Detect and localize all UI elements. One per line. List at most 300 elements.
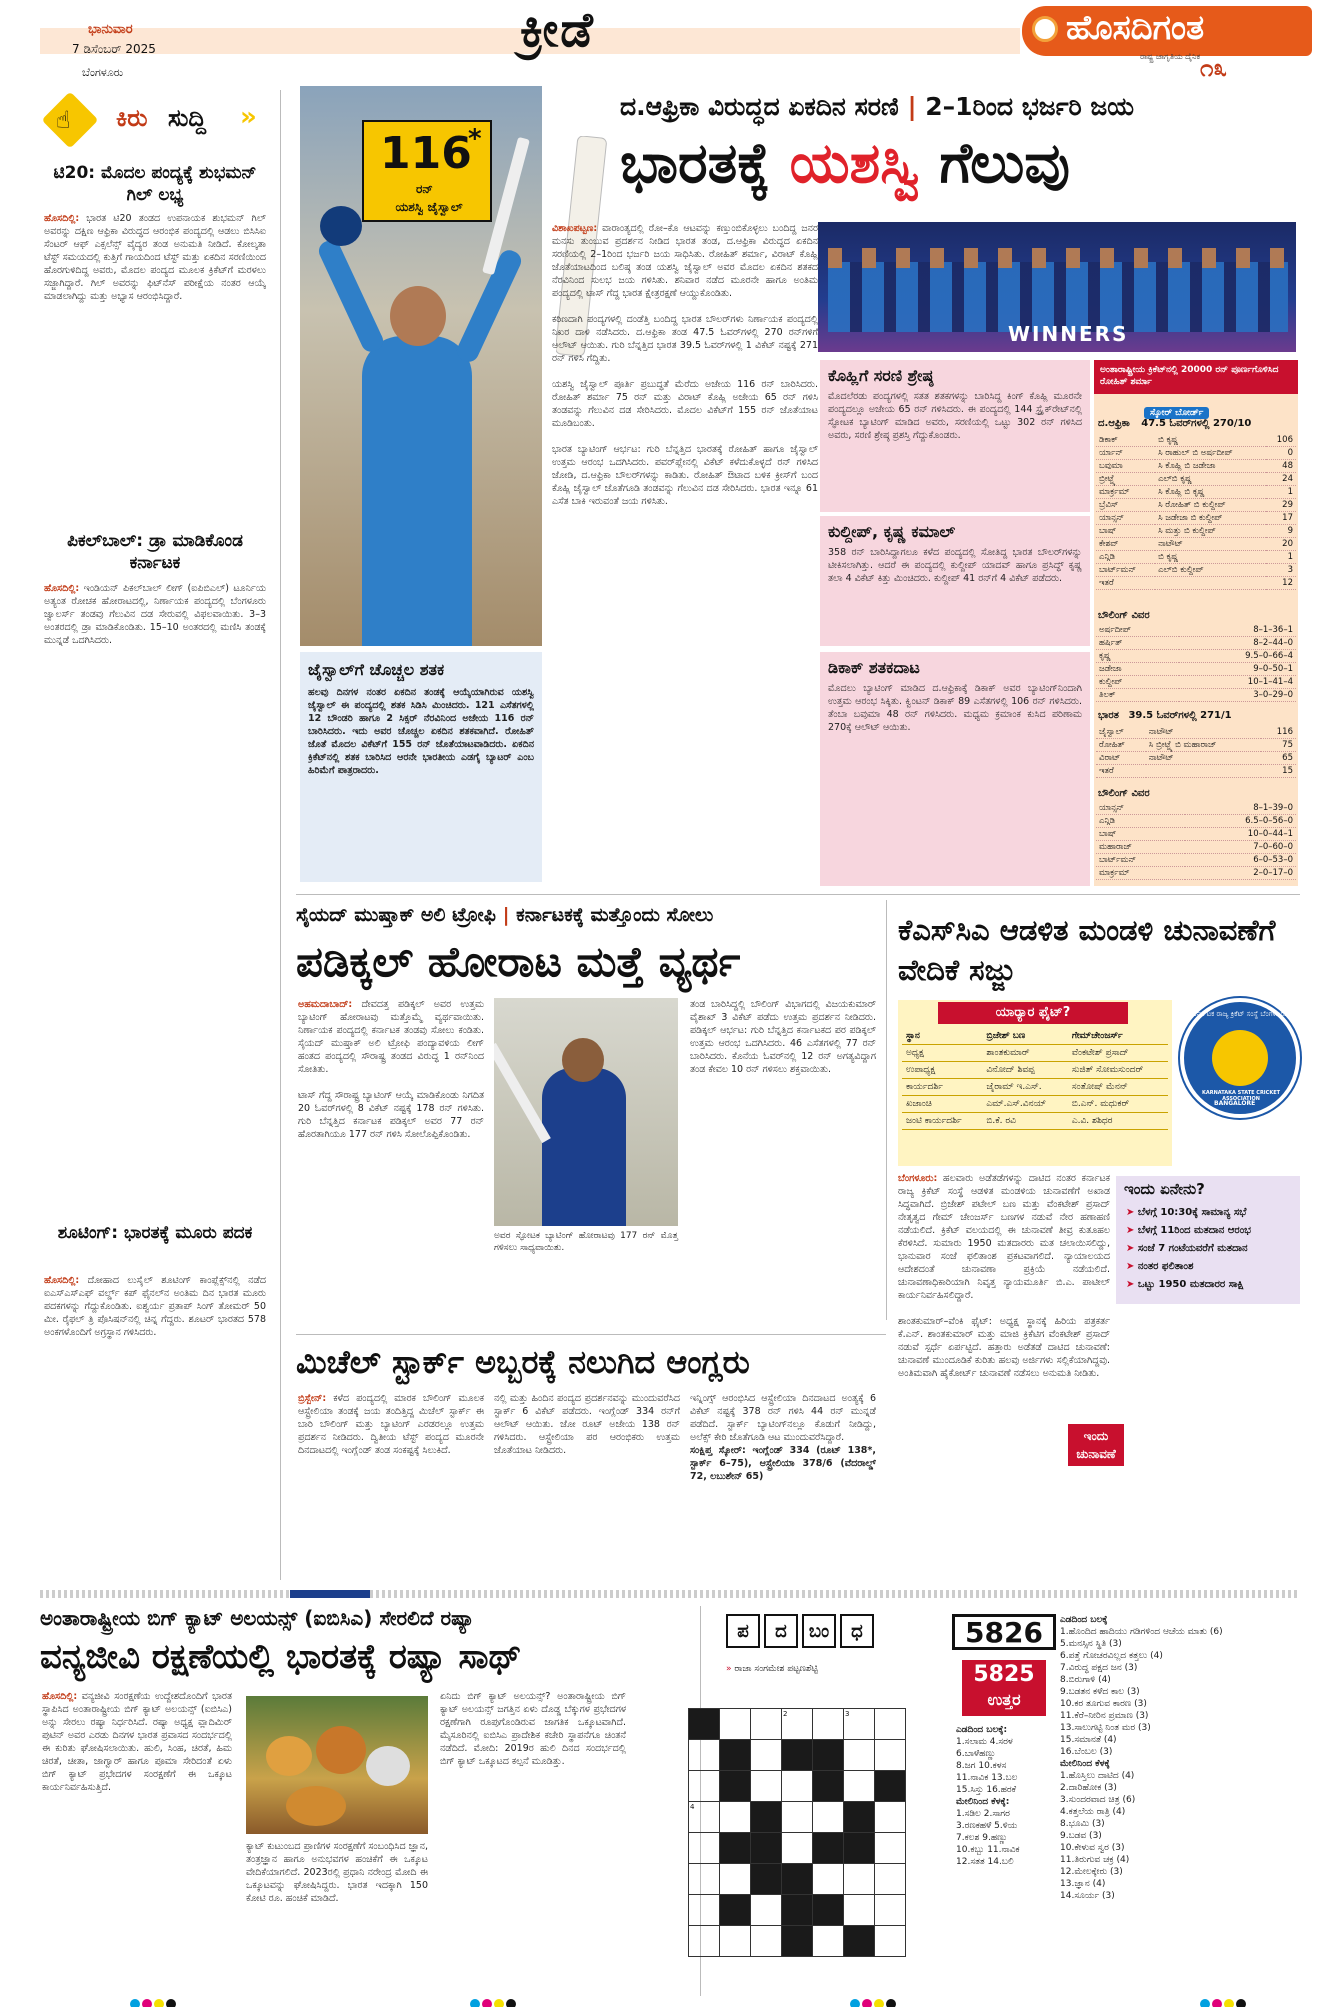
padikkal-headline: ಪಡಿಕ್ಕಲ್ ಹೋರಾಟ ಮತ್ತೆ ವ್ಯರ್ಥ [296,937,741,986]
ksca-table-row-cell: ಜೈರಾಮ್ ಇ.ಎಸ್. [982,1079,1068,1096]
starc-body-3: ಇನ್ನಿಂಗ್ಸ್ ಆರಂಭಿಸಿದ ಆಸ್ಟ್ರೇಲಿಯಾ ದಿನದಾಟದ ಅಂತ್ಯಕ್ಕೆ 6 ವಿಕೆಟ್ ನಷ್ಟಕ್ಕೆ 378 ರನ್ ಗಳಿಸಿ 44 ರನ್ ಮುನ್ನಡೆ ಪಡೆದಿದೆ. ಸ್ಟಾರ್ಕ್ ಬ್ಯಾಟಿಂಗ್‌ನಲ್ಲೂ ಕೊಡುಗೆ ನೀಡಿದ್ದು, ಅಲೆಕ್ಸ್ ಕೇರಿ ಜೊತೆಗೂಡಿ ಆಟ ಮುಂದುವರೆಸಿದ್ದಾರೆ. [690,1393,876,1443]
crossword-cell[interactable]: 4 [689,1802,720,1833]
sa-team: ದ.ಆಫ್ರಿಕಾ [1098,418,1130,429]
divider [296,894,1300,895]
print-marks [1200,1994,1248,2007]
ksca-table-row-cell: ಕಾರ್ಯದರ್ಶಿ [902,1079,982,1096]
across-clue: 11.ಕೆರೆ–ನೀರಿನ ಪ್ರಮಾಣ (3) [1060,1711,1149,1721]
ksca-table-row-cell: ವೆಂಕಟೇಶ್ ಪ್ರಸಾದ್ [1068,1045,1168,1062]
prev-answer-item: 12.ಸತತ 14.ಬಲಿ [956,1857,1014,1867]
side-box-dekock [820,652,1090,886]
down-clue: 12.ಮೇಲಕ್ಕೇರು (3) [1060,1867,1123,1877]
print-marks [130,1994,178,2007]
ksca-today-item: ➤ ಸಂಜೆ 7 ಗಂಟೆಯವರೆಗೆ ಮತದಾನ [1126,1243,1248,1254]
bca-headline-a: ಅಂತಾರಾಷ್ಟ್ರೀಯ ಬಿಗ್ ಕ್ಯಾಟ್ ಅಲಯನ್ಸ್ (ಐಬಿಸಿಎ) ಸೇರಲಿದೆ ರಷ್ಯಾ [40,1606,475,1630]
kirusuddi-label-a: ಕಿರು [116,104,148,132]
sa-batting-row-cell: ಬವುಮಾ [1096,460,1155,473]
ksca-body [898,1172,1110,1592]
down-clue: 13.ಜ್ಞಾನ (4) [1060,1879,1106,1889]
crossword-cell[interactable] [689,1864,720,1895]
crossword-author [726,1664,818,1674]
score-player: ಯಶಸ್ವಿ ಜೈಸ್ವಾಲ್ [395,200,463,214]
sa-bowling-row-cell: ಜಡೇಜಾ [1096,663,1179,676]
ksca-headline: ಕೆಎಸ್‌ಸಿಎ ಆಡಳಿತ ಮಂಡಳಿ ಚುನಾವಣೆಗೆ ವೇದಿಕೆ ಸಜ್ಜು [898,913,1276,987]
lead-body-col-1 [552,222,818,882]
crossword-prev [962,1660,1046,1716]
down-list [1060,1770,1300,1902]
crossword-cell[interactable] [689,1740,720,1771]
sa-batting-row-cell: 48 [1266,460,1296,473]
sa-bowling-table [1096,624,1296,702]
kiru-item-2-dateline: ಹೊಸದಿಲ್ಲಿ: [44,583,80,594]
ksca-table-box [898,1000,1172,1166]
ksca-today-item: ➤ ಒಟ್ಟು 1950 ಮತದಾರರ ಸಾಕ್ಷಿ [1126,1279,1244,1290]
ind-batting-row-cell: ಜೈಸ್ವಾಲ್ [1096,726,1146,739]
sa-batting-row-cell: 20 [1266,538,1296,551]
ksca-table-row [902,1113,1168,1130]
prev-left-head: ಎಡದಿಂದ ಬಲಕ್ಕೆ: [956,1725,1008,1735]
sa-batting-row [1096,551,1296,564]
crossword-cell[interactable] [751,1895,782,1926]
lead-body-3: ಯಶಸ್ವಿ ಜೈಸ್ವಾಲ್ ಪೂರ್ತಿ ಪ್ರಬುದ್ಧತೆ ಮೆರೆದು ಅಜೇಯ 116 ರನ್ ಬಾರಿಸಿದರು. ರೋಹಿತ್ ಶರ್ಮಾ 75 ರನ್ ಮತ್ತು ವಿರಾಟ್ ಕೊಹ್ಲಿ ಅಜೇಯ 65 ರನ್ ಗಳಿಸಿ ತಂಡವನ್ನು ಗೆಲುವಿನ ದಡ ಸೇರಿಸಿದರು. ಮೊದಲ ವಿಕೆಟ್‌ಗೆ 155 ರನ್ ಜೊತೆಯಾಟ ಮೂಡಿಬಂತು. [552,379,818,429]
kiru-item-3-title: ಶೂಟಿಂಗ್: ಭಾರತಕ್ಕೆ ಮೂರು ಪದಕ [57,1223,253,1243]
ind-bowling-row [1096,854,1296,867]
down-clue: 1.ಹೊಸ್ತಿಲು ದಾಟಿದ (4) [1060,1771,1135,1781]
prev-answers [956,1724,1052,1934]
hand-icon: ☝ [56,106,71,134]
prev-answer-item: 1.ಸಲಾಮ 4.ಸರಳ [956,1737,1013,1747]
crossword-row [689,1709,906,1740]
jaiswal-box [300,652,542,882]
crossword-black-cell [720,1895,751,1926]
crossword-cell[interactable] [720,1926,751,1957]
ind-batting-row-cell: ಇತರೆ [1096,765,1146,778]
clues [1060,1614,1300,1994]
crossword-cell[interactable] [875,1740,906,1771]
kirusuddi-logo [40,92,268,148]
prev-answer-item: 6.ಬಾಳೆಹಣ್ಣು [956,1749,996,1759]
crossword-black-cell [844,1833,875,1864]
ksca-body-col-2 [1130,1312,1300,1582]
crossword-row [689,1771,906,1802]
starc-col-3 [690,1392,876,1582]
crossword-cell[interactable] [875,1864,906,1895]
ksca-table-head [902,1028,1168,1045]
sa-batting-row-cell: ಸಿ ಜಡೇಜಾ ಬಿ ಕುಲ್ದೀಪ್ [1155,512,1265,525]
ind-batting-row [1096,726,1296,739]
ksca-logo-ring: ಕರ್ನಾಟಕ ರಾಜ್ಯ ಕ್ರಿಕೆಟ್ ಸಂಸ್ಥೆ ಬೆಂಗಳೂರು [1193,1010,1287,1018]
sa-batting-row [1096,499,1296,512]
sa-bowling-head: ಬೌಲಿಂಗ್ ವಿವರ [1098,610,1150,621]
crossword-row [689,1895,906,1926]
masthead-city: ಬೆಂಗಳೂರು [82,66,124,79]
ind-batting-row-cell [1146,765,1261,778]
crossword-black-cell [751,1864,782,1895]
ind-team: ಭಾರತ [1098,710,1119,721]
kiru-item-1-body [44,212,266,572]
padikkal-caption: ಅವರ ಸ್ಫೋಟಕ ಬ್ಯಾಟಿಂಗ್ ಹೋರಾಟವು 177 ರನ್ ಮೊತ್ತ ಗಳಿಸಲು ಸಾಧ್ಯವಾಯಿತು. [494,1231,678,1253]
divider [296,1334,886,1335]
crossword-cell[interactable] [813,1926,844,1957]
crossword-author-name: ರಾಜಾ ಸಂಗಮೇಶ ಪಟ್ಟಣಶೆಟ್ಟಿ [734,1664,818,1674]
sa-batting-row [1096,577,1296,590]
ind-batting-row [1096,765,1296,778]
sa-batting-row-cell: ನಾಟೌಟ್ [1155,538,1265,551]
bca-body-1: ವನ್ಯಜೀವಿ ಸಂರಕ್ಷಣೆಯ ಉದ್ದೇಶದೊಂದಿಗೆ ಭಾರತ ಸ್ಥಾಪಿಸಿದ ಅಂತಾರಾಷ್ಟ್ರೀಯ ಬಿಗ್ ಕ್ಯಾಟ್ ಅಲಯನ್ಸ್ (ಐಬಿಸಿಎ) ಅನ್ನು ಸೇರಲು ರಷ್ಯಾ ನಿರ್ಧರಿಸಿದೆ. ರಷ್ಯಾ ಅಧ್ಯಕ್ಷ ವ್ಲಾದಿಮಿರ್ ಪುಟಿನ್ ಅವರ ಎರಡು ದಿನಗಳ ಭಾರತ ಪ್ರವಾಸದ ಸಂದರ್ಭದಲ್ಲಿ ಈ ಕುರಿತು ಘೋಷಿಸಲಾಯಿತು. ಹುಲಿ, ಸಿಂಹ, ಚಿರತೆ, ಹಿಮ ಚಿರತೆ, ಚೀತಾ, ಜಾಗ್ವಾರ್ ಹಾಗೂ ಪೂಮಾ ಸೇರಿದಂತೆ ಏಳು ಬಿಗ್ ಕ್ಯಾಟ್ ಪ್ರಭೇದಗಳ ಸಂರಕ್ಷಣೆಗೆ ಈ ಒಕ್ಕೂಟ ಕಾರ್ಯನಿರ್ವಹಿಸುತ್ತಿದೆ. [42,1691,232,1793]
sa-batting-row [1096,525,1296,538]
ind-overs: 39.5 ಓವರ್‌ಗಳಲ್ಲಿ 271/1 [1128,710,1232,721]
crossword-black-cell [844,1802,875,1833]
down-head: ಮೇಲಿನಿಂದ ಕೆಳಕ್ಕೆ [1060,1759,1110,1769]
ind-bowling-row [1096,828,1296,841]
sa-batting-row-cell: ಬ್ರೆವಿಸ್ [1096,499,1155,512]
prev-answer-item: 10.ಕಬ್ಬು 11.ನಾವಿಕ [956,1845,1020,1855]
kiru-item-1-text: ಭಾರತ ಟಿ20 ತಂಡದ ಉಪನಾಯಕ ಶುಭಮನ್ ಗಿಲ್ ಅವರನ್ನು ದಕ್ಷಿಣ ಆಫ್ರಿಕಾ ವಿರುದ್ಧದ ಆರಂಭಿಕ ಪಂದ್ಯದಲ್ಲಿ ಆಡಲು ಬಿಸಿಸಿಐ ಸೆಂಟರ್ ಆಫ್ ಎಕ್ಸಲೆನ್ಸ್ ವೈದ್ಯರ ತಂಡ ಅನುಮತಿ ನೀಡಿದೆ. ಕೋಲ್ಕತಾ ಟೆಸ್ಟ್ ಸಮಯದಲ್ಲಿ ಕುತ್ತಿಗೆ ಗಾಯದಿಂದ ಟೆಸ್ಟ್ ಮತ್ತು ಏಕದಿನ ಸರಣಿಯಿಂದ ಹೊರಗುಳಿದಿದ್ದ ಅವರು, ಮೊದಲ ಪಂದ್ಯದ ಮೂಲಕ ಕ್ರಿಕೆಟ್‌ಗೆ ಮರಳಲು ಸಜ್ಜಾಗಿದ್ದಾರೆ. ಗಿಲ್ ಅವರನ್ನು ಫಿಟ್‌ನೆಸ್ ಪರೀಕ್ಷೆಯ ನಂತರ ಆಯ್ಕೆ ಮಾಡಲಾಗಿದ್ದು ಮತ್ತು ಅಭ್ಯಾಸ ಆರಂಭಿಸಿದ್ದಾರೆ. [44,213,266,302]
prev-answer-item: 7.ಕಲಶ 9.ಹಣ್ಣು [956,1833,1008,1843]
crossword-cell[interactable] [689,1771,720,1802]
crossword-black-cell [751,1833,782,1864]
prev-down-list [956,1808,1052,1868]
ind-bowling-table [1096,802,1296,880]
masthead [0,0,1337,80]
crossword-title-letter: ದ [764,1614,798,1648]
sa-bowling-row-cell: ಕುಲ್ದೀಪ್ [1096,676,1179,689]
down-clue: 3.ಸುಂದರವಾದ ಚಿತ್ರ (6) [1060,1795,1136,1805]
down-clue: 10.ಕೇಳುವ ಸ್ವರ (3) [1060,1843,1125,1853]
ind-bowling-row-cell: ಮಹಾರಾಜ್ [1096,841,1185,854]
crossword-cell[interactable] [782,1771,813,1802]
ksca-logo [1180,998,1300,1118]
crossword-black-cell [751,1802,782,1833]
down-clue: 11.ತಿರುಗುವ ಚಕ್ರ (4) [1060,1855,1130,1865]
crossword-black-cell [813,1740,844,1771]
ind-bowling-row [1096,802,1296,815]
kirusuddi-column [40,88,268,1558]
crossword-cell[interactable] [751,1771,782,1802]
ksca-col-header: ಬ್ರಿಜೇಶ್ ಬಣ [982,1028,1068,1045]
crossword-black-cell [782,1864,813,1895]
score-unit: ರನ್ [416,182,433,196]
side-box-kuldeep-body: 358 ರನ್ ಬಾರಿಸಿದ್ದಾಗಲೂ ಕಳೆದ ಪಂದ್ಯದಲ್ಲಿ ಸೋತಿದ್ದ ಭಾರತ ಬೌಲರ್‌ಗಳನ್ನು ಟೀಕಿಸಲಾಗಿತ್ತು. ಆದರೆ ಈ ಪಂದ್ಯದಲ್ಲಿ ಕುಲ್ದೀಪ್ ಯಾದವ್ ಹಾಗೂ ಪ್ರಸಿದ್ಧ್ ಕೃಷ್ಣ ತಲಾ 4 ವಿಕೆಟ್ ಕಿತ್ತು ಮಿಂಚಿದರು. ಕುಲ್ದೀಪ್ 41 ರನ್‌ಗೆ 4 ವಿಕೆಟ್ ಪಡೆದರು. [828,547,1082,584]
kiru-item-2-title: ಪಿಕಲ್‌ಬಾಲ್: ಡ್ರಾ ಮಾಡಿಕೊಂಡ ಕರ್ನಾಟಕ [67,531,243,573]
ksca-table-row [902,1096,1168,1113]
rohit-banner: ಅಂತಾರಾಷ್ಟ್ರೀಯ ಕ್ರಿಕೆಟ್‌ನಲ್ಲಿ 20000 ರನ್ ಪೂರ್ಣಗೊಳಿಸಿದ ರೋಹಿತ್ ಶರ್ಮಾ [1094,360,1298,394]
prev-answer-item: 1.ಸಡಿಲ 2.ಸಾಗರ [956,1809,1010,1819]
crossword-cell[interactable] [751,1709,782,1740]
ksca-logo-city: BANGALORE [1214,1100,1256,1107]
section-rule-color [290,1590,370,1598]
sa-innings-head [1098,418,1251,429]
prev-answer-item: 8.ಜಗ 10.ಕಳಸ [956,1761,1007,1771]
crossword-grid [688,1708,906,1957]
starc-dateline: ಬ್ರಿಸ್ಬೇನ್: [298,1393,327,1404]
ksca-table-row [902,1045,1168,1062]
crossword-black-cell [844,1926,875,1957]
starc-col-1 [298,1392,484,1582]
crossword-cell[interactable] [689,1895,720,1926]
sa-bowling-row [1096,624,1296,637]
padikkal-dateline: ಅಹಮದಾಬಾದ್: [298,999,353,1010]
sa-batting-row-cell: ಇತರೆ [1096,577,1155,590]
crossword-row [689,1864,906,1895]
ksca-today-item: ➤ ಬೆಳಗ್ಗೆ 10:30ಕ್ಕೆ ಸಾಮಾನ್ಯ ಸಭೆ [1126,1207,1247,1218]
sa-batting-row-cell: ಬಿ ಕೃಷ್ಣ [1155,551,1265,564]
ind-batting-row [1096,752,1296,765]
sa-batting-row-cell: ಸಿ ಕೊಹ್ಲಿ ಬಿ ಜಡೇಜಾ [1155,460,1265,473]
starc-headline: ಮಿಚೆಲ್ ಸ್ಟಾರ್ಕ್ ಅಬ್ಬರಕ್ಕೆ ನಲುಗಿದ ಆಂಗ್ಲರು [296,1343,750,1381]
divider [280,90,281,1580]
crossword-black-cell [813,1833,844,1864]
starc-footer: ಸಂಕ್ಷಿಪ್ತ ಸ್ಕೋರ್: ಇಂಗ್ಲೆಂಡ್ 334 (ರೂಟ್ 138*, ಸ್ಟಾರ್ಕ್ 6–75), ಆಸ್ಟ್ರೇಲಿಯಾ 378/6 (ವೆದರಾಲ್ಡ್ 72, ಲಬುಶೇನ್ 65) [690,1445,876,1482]
crossword-cell[interactable] [689,1926,720,1957]
sa-bowling-row-cell: 9.5–0–66–4 [1179,650,1296,663]
ind-bowling-head: ಬೌಲಿಂಗ್ ವಿವರ [1098,788,1150,799]
crossword-black-cell [875,1771,906,1802]
ksca-table-row-cell: ವಿನೋದ್ ಶಿವಪ್ಪ [982,1062,1068,1079]
crossword-black-cell [689,1709,720,1740]
crossword-row [689,1802,906,1833]
sa-batting-row-cell: ರ್ಯಾನ್ [1096,447,1155,460]
big-cats-photo [246,1696,428,1834]
masthead-day: ಭಾನುವಾರ [88,22,133,37]
sa-bowling-row-cell: ಹರ್ಷಿತ್ [1096,637,1179,650]
crossword-black-cell [782,1895,813,1926]
down-clue: 4.ಕತ್ತಲೆಯ ರಾತ್ರಿ (4) [1060,1807,1126,1817]
padikkal-col-3: ತಂಡ ಬಾರಿಸಿದ್ದಲ್ಲಿ ಬೌಲಿಂಗ್ ವಿಭಾಗದಲ್ಲಿ ವಿಜಯಕುಮಾರ್ ವೈಶಾಖ್ 3 ವಿಕೆಟ್ ಪಡೆದು ಉತ್ತಮ ಪ್ರದರ್ಶನ ನೀಡಿದರು. ಪಡಿಕ್ಕಲ್ ಆರ್ಭಟ: ಗುರಿ ಬೆನ್ನತ್ತಿದ ಕರ್ನಾಟಕದ ಪರ ಪಡಿಕ್ಕಲ್ ಉತ್ತಮ ಆರಂಭ ಒದಗಿಸಿದರು. 46 ಎಸೆತಗಳಲ್ಲಿ 77 ರನ್ ಬಾರಿಸಿದರು. ಕೊನೆಯ ಓವರ್‌ನಲ್ಲಿ 12 ರನ್ ಅಗತ್ಯವಿದ್ದಾಗ ತಂಡ ಕೇವಲ 10 ರನ್ ಗಳಿಸಲು ಶಕ್ತವಾಯಿತು. [690,999,876,1075]
crossword-number: 5826 [952,1614,1056,1650]
sa-batting-row-cell: 17 [1266,512,1296,525]
crossword-cell[interactable] [875,1895,906,1926]
crossword-cell[interactable] [813,1709,844,1740]
ind-batting-row-cell: 15 [1261,765,1296,778]
ind-batting-row-cell: 65 [1261,752,1296,765]
sa-batting-row [1096,512,1296,525]
brand-name: ಹೊಸದಿಗಂತ [1066,8,1205,48]
sa-batting-row-cell: ಎನ್ಗಿಡಿ [1096,551,1155,564]
crossword-row [689,1926,906,1957]
ind-bowling-row-cell: ಯಾನ್ಸನ್ [1096,802,1185,815]
sa-batting-row-cell: ಸಿ ಮತ್ತು ಬಿ ಕುಲ್ದೀಪ್ [1155,525,1265,538]
sa-batting-row-cell: 3 [1266,564,1296,577]
ksca-table-row-cell: ಬಿ.ಕೆ. ರವಿ [982,1113,1068,1130]
crossword-cell[interactable] [875,1709,906,1740]
sa-bowling-row [1096,689,1296,702]
sa-batting-row-cell: 1 [1266,551,1296,564]
crossword-row [689,1740,906,1771]
ind-batting-row [1096,739,1296,752]
padikkal-photo [494,998,678,1226]
crossword-cell[interactable] [689,1833,720,1864]
padikkal-kicker-a: ಸೈಯದ್ ಮುಷ್ತಾಕ್ ಅಲಿ ಟ್ರೋಫಿ [296,904,496,926]
score-star: * [468,124,482,154]
lead-kicker-a: ದ.ಆಫ್ರಿಕಾ ವಿರುದ್ಧದ ಏಕದಿನ ಸರಣಿ [620,92,899,121]
crossword-cell[interactable] [813,1864,844,1895]
side-box-dekock-title: ಡಿಕಾಕ್ ಶತಕದಾಟ [828,658,920,677]
kirusuddi-label-b: ಸುದ್ದಿ [168,104,207,132]
sa-bowling-row-cell: 8–2–44–0 [1179,637,1296,650]
sa-batting-row [1096,564,1296,577]
crossword-cell[interactable] [720,1864,751,1895]
ksca-body-1: ಹಲವಾರು ಅಡೆತಡೆಗಳನ್ನು ದಾಟಿದ ನಂತರ ಕರ್ನಾಟಕ ರಾಜ್ಯ ಕ್ರಿಕೆಟ್ ಸಂಸ್ಥೆ ಆಡಳಿತ ಮಂಡಳಿಯ ಚುನಾವಣೆಗೆ ಅಖಾಡ ಸಿದ್ಧವಾಗಿದೆ. ಬ್ರಿಜೇಶ್ ಪಟೇಲ್ ಬಣ ಮತ್ತು ವೆಂಕಟೇಶ್ ಪ್ರಸಾದ್ ನೇತೃತ್ವದ ಗೇಮ್ ಚೇಂಜರ್ಸ್ ಬಣಗಳ ನಡುವೆ ನೇರ ಹಣಾಹಣಿ ನಡೆಯಲಿದೆ. ಕ್ರಿಕೆಟ್ ವಲಯದಲ್ಲಿ ಈ ಚುನಾವಣೆ ತೀವ್ರ ಕುತೂಹಲ ಕೆರಳಿಸಿದೆ. ಸುಮಾರು 1950 ಮತದಾರರು ಮತ ಚಲಾಯಿಸಲಿದ್ದು, ಭಾನುವಾರ ಸಂಜೆ ಫಲಿತಾಂಶ ಪ್ರಕಟವಾಗಲಿದೆ. ನ್ಯಾಯಾಲಯದ ಆದೇಶದಂತೆ ಚುನಾವಣಾ ಪ್ರಕ್ರಿಯೆ ನಡೆಯಲಿದೆ. ಚುನಾವಣಾಧಿಕಾರಿಯಾಗಿ ನಿವೃತ್ತ ನ್ಯಾಯಮೂರ್ತಿ ಬಿ.ಎ. ಪಾಟೀಲ್ ಕಾರ್ಯನಿರ್ವಹಿಸಲಿದ್ದಾರೆ. [898,1173,1110,1301]
crossword-cell[interactable] [720,1802,751,1833]
ksca-table-row-cell: ಅಧ್ಯಕ್ಷ [902,1045,982,1062]
ind-bowling-row-cell: 8–1–39–0 [1185,802,1296,815]
divider [886,900,887,1320]
sa-batting-row-cell: 12 [1266,577,1296,590]
ksca-table-row-cell: ಎಮ್.ಎಸ್.ವಿನಯ್ [982,1096,1068,1113]
sa-batting-table [1096,434,1296,590]
ksca-table-row-cell: ಉಪಾಧ್ಯಕ್ಷ [902,1062,982,1079]
starc-col-2: ನಲ್ಲಿ ಮತ್ತು ಹಿಂದಿನ ಪಂದ್ಯದ ಪ್ರದರ್ಶನವನ್ನು ಮುಂದುವರೆಸಿದ ಸ್ಟಾರ್ಕ್ 6 ವಿಕೆಟ್ ಪಡೆದರು. ಇಂಗ್ಲೆಂಡ್ 334 ರನ್‌ಗೆ ಆಲೌಟ್ ಆಯಿತು. ಜೋ ರೂಟ್ ಅಜೇಯ 138 ರನ್ ಗಳಿಸಿದರು. ಆಸ್ಟ್ರೇಲಿಯಾ ಪರ ಆರಂಭಿಕರು ಉತ್ತಮ ಜೊತೆಯಾಟ ನೀಡಿದರು. [494,1393,680,1456]
ind-bowling-row [1096,867,1296,880]
bca-col-1 [42,1690,232,1990]
section-title: ಕ್ರೀಡೆ [520,2,595,58]
crossword-black-cell [813,1895,844,1926]
side-box-dekock-body: ಮೊದಲು ಬ್ಯಾಟಿಂಗ್ ಮಾಡಿದ ದ.ಆಫ್ರಿಕಾಕ್ಕೆ ಡಿಕಾಕ್ ಅವರ ಬ್ಯಾಟಿಂಗ್‌ನಿಂದಾಗಿ ಉತ್ತಮ ಆರಂಭ ಸಿಕ್ಕಿತು. ಕ್ವಿಂಟನ್ ಡಿಕಾಕ್ 89 ಎಸೆತಗಳಲ್ಲಿ 106 ರನ್ ಗಳಿಸಿದರು. ತೆಂಬಾ ಬವುಮಾ 48 ರನ್ ಗಳಿಸಿದರು. ಮಧ್ಯಮ ಕ್ರಮಾಂಕ ಕುಸಿದ ಪರಿಣಾಮ 270ಕ್ಕೆ ಆಲೌಟ್ ಆಯಿತು. [828,683,1082,733]
ind-bowling-row-cell: ಮಾರ್ಕ್ರಮ್ [1096,867,1185,880]
sa-bowling-row-cell: 3–0–29–0 [1179,689,1296,702]
down-clue: 8.ಭೂಮಿ (3) [1060,1819,1105,1829]
sa-batting-row-cell: ಸಿ ರೋಹಿತ್ ಬಿ ಕುಲ್ದೀಪ್ [1155,499,1265,512]
ind-bowling-row-cell: 6.5–0–56–0 [1185,815,1296,828]
down-clue: 14.ಸೂರ್ಯ (3) [1060,1891,1115,1901]
winners-banner: WINNERS [1008,322,1129,346]
crossword-cell[interactable] [751,1926,782,1957]
kiru-item-1-title: ಟಿ20: ಮೊದಲ ಪಂದ್ಯಕ್ಕೆ ಶುಭಮನ್ ಗಿಲ್ ಲಭ್ಯ [53,163,257,205]
crossword-cell[interactable]: 2 [782,1709,813,1740]
bca-col-3: ಏನಿದು ಬಿಗ್ ಕ್ಯಾಟ್ ಅಲಯನ್ಸ್? ಅಂತಾರಾಷ್ಟ್ರೀಯ ಬಿಗ್ ಕ್ಯಾಟ್ ಅಲಯನ್ಸ್ ಜಗತ್ತಿನ ಏಳು ದೊಡ್ಡ ಬೆಕ್ಕುಗಳ ಪ್ರಭೇದಗಳ ರಕ್ಷಣೆಗಾಗಿ ರೂಪುಗೊಂಡಿರುವ ಜಾಗತಿಕ ಒಕ್ಕೂಟವಾಗಿದೆ. ಮೈಸೂರಿನಲ್ಲಿ ಐಬಿಸಿಎ ಪ್ರಾದೇಶಿಕ ಕಚೇರಿ ಸ್ಥಾಪನೆಗೂ ಚಿಂತನೆ ನಡೆದಿದೆ. ಮೋದಿ: 2019ರ ಹುಲಿ ದಿನದ ಸಂದರ್ಭದಲ್ಲಿ ಬಿಗ್ ಕ್ಯಾಟ್ ಒಕ್ಕೂಟದ ಕಲ್ಪನೆ ಮೂಡಿತ್ತು. [440,1691,626,1767]
side-box-kuldeep-title: ಕುಲ್ದೀಪ್, ಕೃಷ್ಣ ಕಮಾಲ್ [828,522,956,541]
sa-batting-row-cell: ಬಾಷ್ [1096,525,1155,538]
ksca-col-header: ಸ್ಥಾನ [902,1028,982,1045]
sa-batting-row-cell: ಬ್ರೀಟ್ಜ್ಕೆ [1096,473,1155,486]
crossword-title-letter: ಧ [840,1614,874,1648]
crossword-black-cell [813,1771,844,1802]
ind-batting-row-cell: ರೋಹಿತ್ [1096,739,1146,752]
crossword-cell[interactable]: 3 [844,1709,875,1740]
ksca-table-row-cell: ಬಿ.ಎನ್. ಮಧುಕರ್ [1068,1096,1168,1113]
crossword-cell[interactable] [782,1802,813,1833]
sa-batting-row-cell [1155,577,1265,590]
side-box-kuldeep [820,516,1090,646]
ksca-table-row-cell: ಸಂತೋಷ್ ಮೆನನ್ [1068,1079,1168,1096]
print-marks [850,1994,898,2007]
crossword-title-letter: ಬಂ [802,1614,836,1648]
lead-body-2: ಕಠಿಣದಾಗಿ ಪಂದ್ಯಗಳಲ್ಲಿ ದಂಡೆತ್ತಿ ಬಂದಿದ್ದ ಭಾರತ ಬೌಲರ್‌ಗಳು ನಿರ್ಣಾಯಕ ಪಂದ್ಯದಲ್ಲಿ ನಿಖರ ದಾಳಿ ನಡೆಸಿದರು. ದ.ಆಫ್ರಿಕಾ ತಂಡ 47.5 ಓವರ್‌ಗಳಲ್ಲಿ 270 ರನ್‌ಗಳಿಗೆ ಆಲೌಟ್ ಆಯಿತು. ಗುರಿ ಬೆನ್ನತ್ತಿದ ಭಾರತ 39.5 ಓವರ್‌ಗಳಲ್ಲಿ 1 ವಿಕೆಟ್ ನಷ್ಟಕ್ಕೆ 271 ರನ್ ಗಳಿಸಿ ಗೆದ್ದಿತು. [552,314,818,364]
sa-batting-row-cell: ಸಿ ಕೊಹ್ಲಿ ಬಿ ಕೃಷ್ಣ [1155,486,1265,499]
crossword-cell[interactable] [844,1864,875,1895]
crossword-cell[interactable] [782,1833,813,1864]
sa-batting-row-cell: ಡಿಕಾಕ್ [1096,434,1155,447]
lead-body-4: ಭಾರತ ಬ್ಯಾಟಿಂಗ್ ಆರ್ಭಟ: ಗುರಿ ಬೆನ್ನತ್ತಿದ ಭಾರತಕ್ಕೆ ರೋಹಿತ್ ಹಾಗೂ ಜೈಸ್ವಾಲ್ ಉತ್ತಮ ಆರಂಭ ಒದಗಿಸಿದರು. ಪವರ್‌ಪ್ಲೇನಲ್ಲಿ ವಿಕೆಟ್ ಕಳೆದುಕೊಳ್ಳದೆ ರನ್ ಗಳಿಸಿದ ಜೋಡಿ, ದ.ಆಫ್ರಿಕಾ ಬೌಲರ್‌ಗಳನ್ನು ಕಾಡಿತು. ರೋಹಿತ್ ಔಟಾದ ಬಳಿಕ ಕ್ರೀಸ್‌ಗೆ ಬಂದ ಕೊಹ್ಲಿ ಜೈಸ್ವಾಲ್ ಜೊತೆಗೂಡಿ ತಂಡವನ್ನು ಗೆಲುವಿನ ದಡ ಸೇರಿಸಿದರು. ಭಾರತ ಇನ್ನೂ 61 ಎಸೆತ ಬಾಕಿ ಇರುವಂತೆ ಜಯ ಗಳಿಸಿತು. [552,444,818,507]
padikkal-kicker: ಸೈಯದ್ ಮುಷ್ತಾಕ್ ಅಲಿ ಟ್ರೋಫಿ | ಕರ್ನಾಟಕಕ್ಕೆ ಮತ್ತೊಂದು ಸೋಲು [296,904,714,926]
sa-bowling-row-cell: 8–1–36–1 [1179,624,1296,637]
sa-batting-row [1096,447,1296,460]
chevrons-icon: » [240,102,257,132]
prev-answer-item: 11.ನಾವಿಕ 13.ಬಲ [956,1773,1018,1783]
across-head: ಎಡದಿಂದ ಬಲಕ್ಕೆ [1060,1615,1108,1625]
lead-dateline: ವಿಶಾಖಪಟ್ಟಣ: [552,223,598,234]
starc-body-1: ಕಳೆದ ಪಂದ್ಯದಲ್ಲಿ ಮಾರಕ ಬೌಲಿಂಗ್ ಮೂಲಕ ಆಸ್ಟ್ರೇಲಿಯಾ ತಂಡಕ್ಕೆ ಜಯ ತಂದಿತ್ತಿದ್ದ ಮಿಚೆಲ್ ಸ್ಟಾರ್ಕ್ ಈ ಬಾರಿ ಬೌಲಿಂಗ್ ಮತ್ತು ಬ್ಯಾಟಿಂಗ್ ಎರಡರಲ್ಲೂ ಉತ್ತಮ ಪ್ರದರ್ಶನ ನೀಡಿದರು. ದ್ವಿತೀಯ ಟೆಸ್ಟ್ ಪಂದ್ಯದ ಮೂರನೇ ದಿನದಾಟದಲ್ಲಿ ಇಂಗ್ಲೆಂಡ್ ತಂಡ ಸಂಕಷ್ಟಕ್ಕೆ ಸಿಲುಕಿದೆ. [298,1393,484,1456]
padikkal-kicker-b: ಕರ್ನಾಟಕಕ್ಕೆ ಮತ್ತೊಂದು ಸೋಲು [516,904,714,926]
crossword-cell[interactable] [751,1740,782,1771]
crossword-black-cell [720,1740,751,1771]
crossword-cell[interactable] [720,1709,751,1740]
ind-bowling-row-cell: ಎನ್ಗಿಡಿ [1096,815,1185,828]
across-clue: 9.ಬಡತನ ಕಳೆದ ಕಾಲ (3) [1060,1687,1140,1697]
sa-overs: 47.5 ಓವರ್‌ಗಳಲ್ಲಿ 270/10 [1141,418,1252,429]
sa-batting-row-cell: ಬಾರ್ಟ್‌ಮನ್ [1096,564,1155,577]
ind-batting-row-cell: ಸಿ ಬ್ರೀಟ್ಜ್ಕೆ ಬಿ ಮಹಾರಾಜ್ [1146,739,1261,752]
crossword-black-cell [720,1833,751,1864]
sa-batting-row [1096,434,1296,447]
brand-block [1000,4,1320,82]
ksca-table-row [902,1079,1168,1096]
ind-batting-row-cell: ವಿರಾಟ್ [1096,752,1146,765]
lead-headline-c: ಗೆಲುವು [920,131,1070,196]
sa-bowling-row-cell: ಕೃಷ್ಣ [1096,650,1179,663]
crossword-cell[interactable] [875,1802,906,1833]
ind-bowling-row-cell: ಬಾಷ್ [1096,828,1185,841]
sa-batting-row [1096,486,1296,499]
sa-bowling-row [1096,650,1296,663]
side-box-kohli-body: ಮೊದಲೆರಡು ಪಂದ್ಯಗಳಲ್ಲಿ ಸತತ ಶತಕಗಳನ್ನು ಬಾರಿಸಿದ್ದ ಕಿಂಗ್ ಕೊಹ್ಲಿ ಮೂರನೇ ಪಂದ್ಯದಲ್ಲೂ ಅಜೇಯ 65 ರನ್ ಗಳಿಸಿದರು. ಈ ಪಂದ್ಯದಲ್ಲಿ 144 ಸ್ಟ್ರೈಕ್‌ರೇಟ್‌ನಲ್ಲಿ ಸ್ಫೋಟಕ ಬ್ಯಾಟಿಂಗ್ ಮಾಡಿದ ಅವರು, ಸರಣಿಯಲ್ಲಿ ಒಟ್ಟು 302 ರನ್ ಗಳಿಸಿದ ಅವರು, ಸರಣಿ ಶ್ರೇಷ್ಠ ಪ್ರಶಸ್ತಿ ಗೆದ್ದುಕೊಂಡರು. [828,391,1082,441]
kiru-item-3-body [44,1274,266,1544]
across-clue: 16.ಬೆಂಬಲ (3) [1060,1747,1113,1757]
sa-batting-row-cell: ಕೇಶವ್ [1096,538,1155,551]
crossword-cell[interactable] [813,1802,844,1833]
ind-batting-row-cell: ನಾಟೌಟ್ [1146,752,1261,765]
lead-headline-a: ಭಾರತಕ್ಕೆ [620,131,790,196]
sa-batting-row-cell: 9 [1266,525,1296,538]
lead-kicker: ದ.ಆಫ್ರಿಕಾ ವಿರುದ್ಧದ ಏಕದಿನ ಸರಣಿ | 2–1ರಿಂದ ಭರ್ಜರಿ ಜಯ [620,92,1135,121]
side-box-kohli-title: ಕೊಹ್ಲಿಗೆ ಸರಣಿ ಶ್ರೇಷ್ಠ [828,366,934,385]
sa-batting-row [1096,538,1296,551]
kiru-item-3-text: ದೋಹಾದ ಲುಸೈಲ್ ಶೂಟಿಂಗ್ ಕಾಂಪ್ಲೆಕ್ಸ್‌ನಲ್ಲಿ ನಡೆದ ಐಎಸ್‌ಎಸ್‌ಎಫ್ ವರ್ಲ್ಡ್ ಕಪ್ ಫೈನಲ್‌ನ ಅಂತಿಮ ದಿನ ಭಾರತ ಮೂರು ಪದಕಗಳನ್ನು ಗೆದ್ದುಕೊಂಡಿತು. ಐಶ್ವರ್ಯ ಪ್ರತಾಪ್ ಸಿಂಗ್ ತೋಮರ್ 50 ಮೀ. ರೈಫಲ್ ತ್ರಿ ಪೊಸಿಷನ್‌ನಲ್ಲಿ ಚಿನ್ನ ಗೆದ್ದರು. ಶೂಟರ್ ಭಾರತದ 578 ಅಂಕಗಳೊಂದಿಗೆ ಅಗ್ರಸ್ಥಾನ ಗಳಿಸಿದರು. [44,1275,266,1338]
sa-batting-row-cell: ಎಲ್‌ಬಿ ಕೃಷ್ಣ [1155,473,1265,486]
crossword-cell[interactable] [875,1926,906,1957]
ind-batting-table [1096,726,1296,778]
ind-bowling-row-cell: ಬಾರ್ಟ್‌ಮನ್ [1096,854,1185,867]
ksca-today-box [1116,1176,1300,1304]
sa-batting-row-cell: ಯಾನ್ಸನ್ [1096,512,1155,525]
crossword-cell[interactable] [844,1740,875,1771]
sa-batting-row-cell: ಮಾರ್ಕ್ರಮ್ [1096,486,1155,499]
ksca-badge: ಇಂದು ಚುನಾವಣೆ [1068,1424,1124,1466]
kiru-item-1-dateline: ಹೊಸದಿಲ್ಲಿ: [44,213,80,224]
brand-emblem-icon [1032,16,1058,42]
ind-bowling-row-cell: 7–0–60–0 [1185,841,1296,854]
sa-batting-row [1096,473,1296,486]
ksca-today-item: ➤ ನಂತರ ಫಲಿತಾಂಶ [1126,1261,1194,1272]
bca-col-2: ಕ್ಯಾಟ್ ಕುಟುಂಬದ ಪ್ರಾಣಿಗಳ ಸಂರಕ್ಷಣೆಗೆ ಸಂಬಂಧಿಸಿದ ಜ್ಞಾನ, ತಂತ್ರಜ್ಞಾನ ಹಾಗೂ ಅನುಭವಗಳ ಹಂಚಿಕೆಗೆ ಈ ಒಕ್ಕೂಟ ವೇದಿಕೆಯಾಗಲಿದೆ. 2023ರಲ್ಲಿ ಪ್ರಧಾನಿ ನರೇಂದ್ರ ಮೋದಿ ಈ ಒಕ್ಕೂಟವನ್ನು ಘೋಷಿಸಿದ್ದರು. ಭಾರತ ಇದಕ್ಕಾಗಿ 150 ಕೋಟಿ ರೂ. ಹಂಚಿಕೆ ಮಾಡಿದೆ. [246,1841,428,1904]
across-clue: 13.ಸಾಲುಗಟ್ಟಿ ನಿಂತ ಮರ (3) [1060,1723,1151,1733]
ksca-table-row-cell: ಖಜಾಂಚಿ [902,1096,982,1113]
prev-left-list [956,1736,1052,1796]
crossword-cell[interactable] [875,1833,906,1864]
prev-answer-item: 3.ರಣಕಹಳೆ 5.ಳಿಯ [956,1821,1018,1831]
scoreboard [1094,360,1298,886]
padikkal-body-2: ಟಾಸ್ ಗೆದ್ದ ಸೌರಾಷ್ಟ್ರ ಬ್ಯಾಟಿಂಗ್ ಆಯ್ಕೆ ಮಾಡಿಕೊಂಡು ನಿಗದಿತ 20 ಓವರ್‌ಗಳಲ್ಲಿ 8 ವಿಕೆಟ್ ನಷ್ಟಕ್ಕೆ 178 ರನ್ ಗಳಿಸಿತು. ಗುರಿ ಬೆನ್ನತ್ತಿದ ಕರ್ನಾಟಕ ಪಡಿಕ್ಕಲ್ ಅವರ 77 ರನ್ ಹೊರತಾಗಿಯೂ 177 ರನ್ ಗಳಿಸಿ ಸೋಲೊಪ್ಪಿಕೊಂಡಿತು. [298,1090,484,1140]
down-clue: 9.ಬಡವ (3) [1060,1831,1102,1841]
sa-bowling-row-cell: ತಿಲಕ್ [1096,689,1179,702]
ind-innings-head [1098,710,1232,721]
across-clue: 8.ಬಿರುಗಾಳಿ (4) [1060,1675,1111,1685]
ksca-table-row [902,1062,1168,1079]
crossword-cell[interactable] [844,1771,875,1802]
ind-bowling-row [1096,815,1296,828]
crossword-cell[interactable] [844,1895,875,1926]
